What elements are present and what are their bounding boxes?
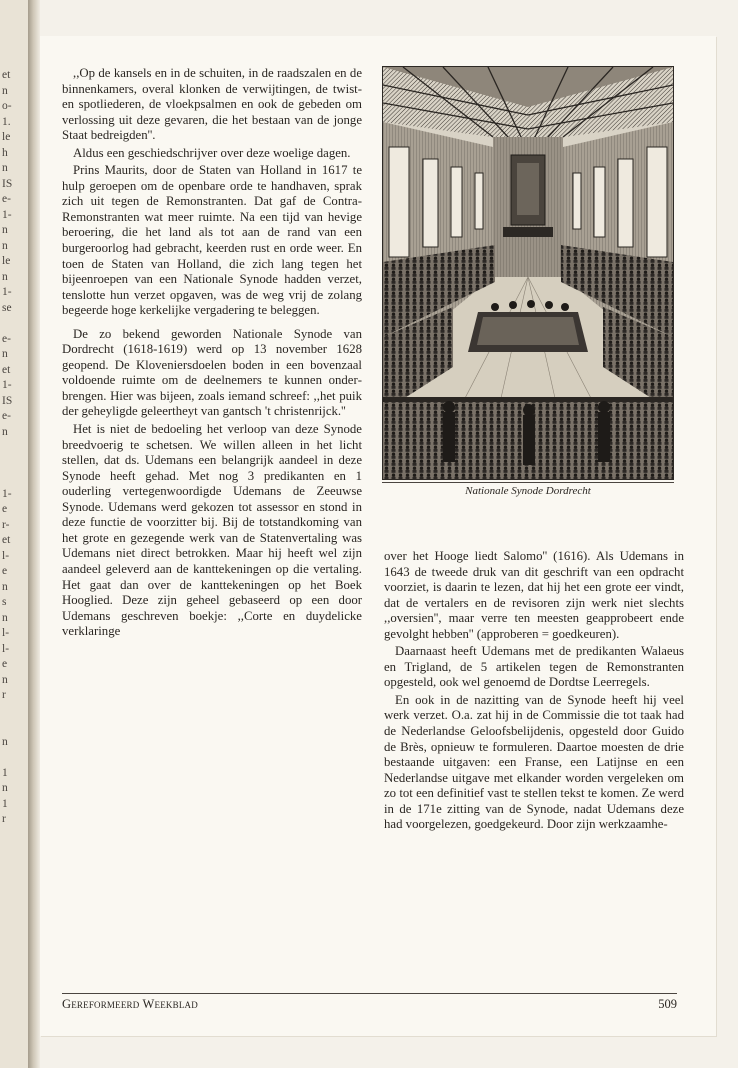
paragraph-nazitting: En ook in de nazitting van de Synode heeft hij veel werk verzet. O.a. zat hij in de Commissie die tot taak had de Nederlandse Geloofsbelijdenis, opgesteld door Guido de Brès, opnieuw te formuleren. Daartoe moesten de drie bestaande uitgaven: een Franse, een Latijnse en een Nederlandse uitgave met elkander worden vergeleken om zo tot een definitief vast te stellen tekst te komen. Ze werd in de 171e zitting van de Synode, nadat Udemans deze had voorgelezen, goedgekeurd. Door zijn werkzaamhe-	[384, 692, 684, 832]
previous-page-fragment: o-	[2, 100, 12, 112]
previous-page-fragment: n	[2, 673, 8, 686]
previous-page-fragment: r	[2, 689, 6, 701]
previous-page-fragment: n	[2, 270, 8, 283]
paragraph-hooge-liedt: over het Hooge liedt Salomo'' (1616). Als Udemans in 1643 de tweede druk van dit geschrift van een opdracht voorziet, is daarin te lezen, dat hij het een grote eer vindt, dat de vertalers en de revisoren zijn werk niet slechts ,,oversien'', maar verre ten meesten geapprobeert ende gevolght hebben'' (approberen = goedkeuren).	[384, 549, 684, 641]
previous-page-edge	[0, 0, 28, 1068]
previous-page-fragment: e-	[2, 332, 11, 345]
previous-page-fragment: l-	[2, 627, 10, 639]
previous-page-fragment: et	[2, 534, 11, 546]
previous-page-fragment: se	[2, 301, 12, 314]
previous-page-fragment: n	[2, 348, 8, 360]
synod-engraving-image	[382, 66, 674, 480]
paragraph-artikelen: Daarnaast heeft Udemans met de predikanten Walaeus en Trigland, de 5 artikelen tegen de Remonstranten opgesteld, ook wel genoemd de Dordtse Leerregels.	[384, 644, 684, 690]
previous-page-fragment: et	[2, 363, 11, 376]
paragraph-prins-maurits: Prins Maurits, door de Staten van Holland in 1617 te hulp geroepen om de openbare orde te handhaven, sprak zich uit tegen de Remonstranten. Dat gaf de Contra-Remonstranten wat meer ruimte. Na een tijd van hevige beroering, die het land als tot aan de rand van een burgeroorlog had gebracht, keerden rust en orde weer. En toen de Staten van Holland, die zich lang tegen het bijeenroepen van een Nationale Synode hadden verzet, tenslotte hun verzet opgaven, was de weg vrij de zolang begeerde hoge kerkelijke vergadering te beleggen.	[62, 163, 362, 318]
previous-page-fragment: 1-	[2, 487, 12, 500]
previous-page-fragment: 1-	[2, 379, 12, 391]
previous-page-fragment: n	[2, 162, 8, 174]
previous-page-fragment: r	[2, 813, 6, 825]
previous-page-fragment: n	[2, 611, 8, 624]
previous-page-fragment: 1.	[2, 115, 11, 128]
paragraph-aldus: Aldus een geschiedschrijver over deze woelige dagen.	[73, 145, 351, 160]
previous-page-fragment: l-	[2, 642, 10, 655]
previous-page-fragment: 1-	[2, 286, 12, 298]
caption-divider	[382, 482, 674, 483]
previous-page-fragment: n	[2, 735, 8, 748]
paragraph-synode-dordrecht: De zo bekend geworden Nationale Synode van Dordrecht (1618-1619) werd op 13 november 1628 geopend. De Kloveniersdoelen boden in een bovenzaal voldoende ruimte om de deelnemers te kunnen onderbrengen. Hier was bijeen, zoals iemand schreef: ,,het puik der geheyligde geleertheyt van gantsch 't christenrijck.''	[62, 326, 362, 419]
paragraph-bedoeling: Het is niet de bedoeling het verloop van deze Synode breedvoerig te schetsen. We willen alleen in het licht stellen, dat ds. Udemans een belangrijk aandeel in deze Synode heeft gehad. Met nog 3 predikanten en 1 ouderling vertegenwoordigde Udemans de Zeeuwse Synode. Udemans werd gekozen tot assessor en stond in deze functie de voorzitter bij. Bij de totstandkoming van het grote en gezegende werk van de Statenvertaling was Udemans niet direct betrokken. Maar hij heeft wel zijn aandeel geleverd aan de kanttekeningen op die vertaling. Het gaat dan over de kanttekeningen op het Boek Hooglied. Deze zijn geheel gebaseerd op een door Udemans geschreven boekje: ,,Corte en duydelicke verklaringe	[62, 422, 362, 639]
previous-page-fragment: et	[2, 69, 11, 81]
previous-page-fragment: n	[2, 84, 8, 97]
previous-page-fragment: n	[2, 224, 8, 236]
previous-page-fragment: e	[2, 565, 8, 577]
previous-page-fragment: le	[2, 131, 11, 143]
previous-page-fragment: IS	[2, 394, 13, 407]
right-text-column	[384, 549, 684, 833]
left-text-column	[62, 66, 362, 640]
previous-page-fragment: 1-	[2, 208, 12, 221]
previous-page-fragment: n	[2, 580, 8, 593]
previous-page-fragment: n	[2, 425, 8, 438]
previous-page-fragment: e-	[2, 410, 11, 422]
footer-divider	[62, 993, 677, 994]
previous-page-fragment: IS	[2, 177, 13, 190]
book-gutter	[28, 0, 40, 1068]
opening-quote: ,,Op de kansels en in de schuiten, in de raadszalen en de binnenkamers, overal klonken de verwijtingen, de twist- en spotliederen, de vloekpsalmen en ook de gebeden om verlossing uit deze gevaren, die het bestaan van de jonge Staat bedreigden''.	[62, 66, 362, 143]
previous-page-fragment: e	[2, 503, 8, 515]
previous-page-fragment: h	[2, 146, 8, 159]
previous-page-fragment: r-	[2, 518, 10, 531]
previous-page-fragment: e	[2, 658, 8, 670]
previous-page-fragment: s	[2, 596, 7, 608]
previous-page-fragment: 1	[2, 766, 8, 779]
previous-page-fragment: e-	[2, 193, 11, 205]
previous-page-fragment: 1	[2, 797, 8, 810]
previous-page-fragment: n	[2, 782, 8, 794]
page-number: 509	[658, 997, 677, 1011]
publication-name: Gereformeerd Weekblad	[62, 997, 198, 1011]
previous-page-fragment: n	[2, 239, 8, 252]
previous-page-fragment: le	[2, 255, 11, 267]
magazine-page	[40, 36, 716, 1036]
figure-caption: Nationale Synode Dordrecht	[465, 485, 591, 497]
previous-page-fragment: l-	[2, 549, 10, 562]
